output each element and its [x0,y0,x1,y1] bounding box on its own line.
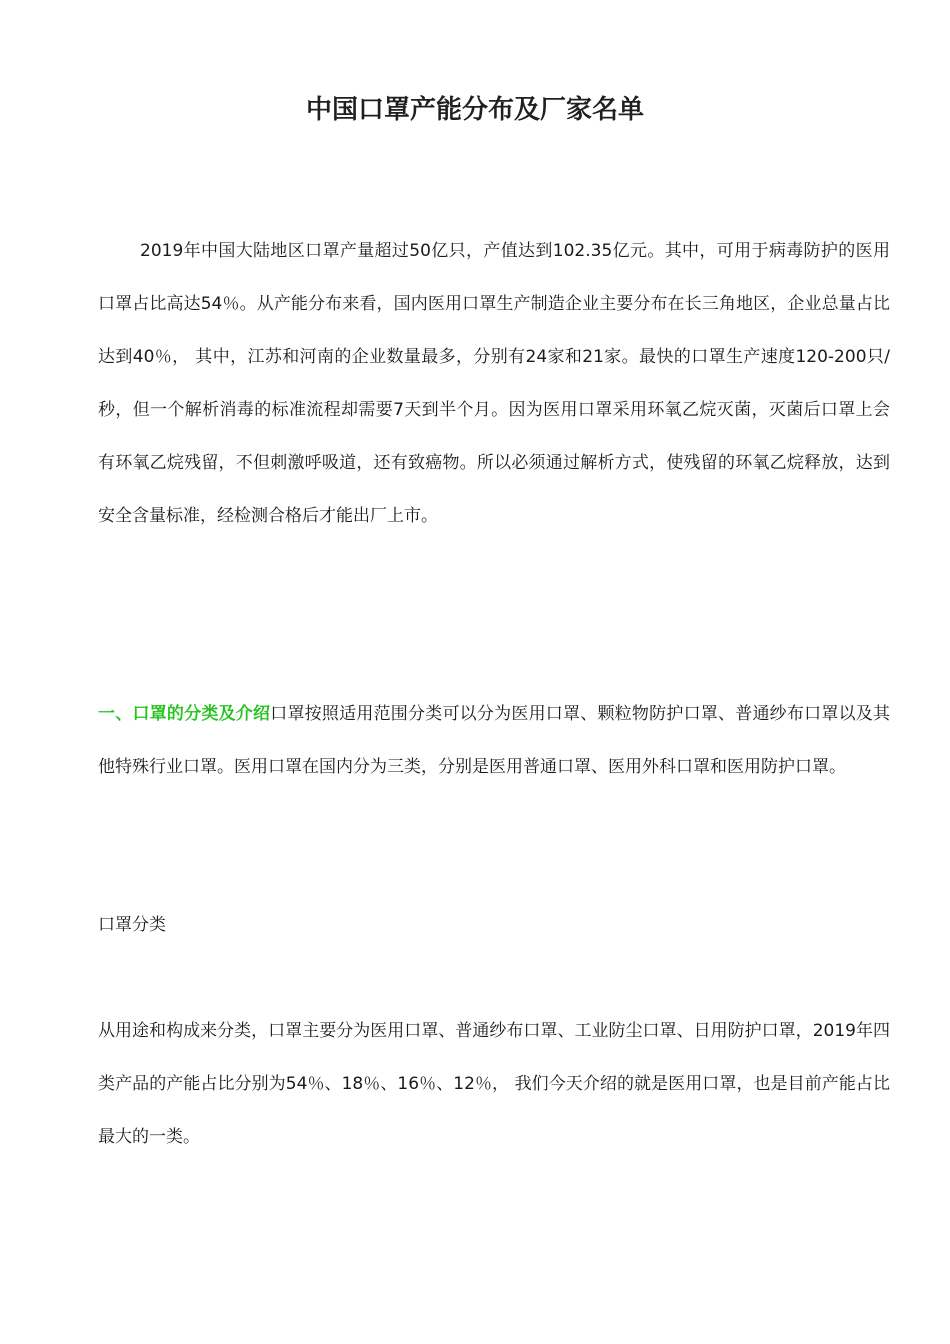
subheading-mask-classification: 口罩分类 [98,915,166,935]
classification-paragraph: 从用途和构成来分类，口罩主要分为医用口罩、普通纱布口罩、工业防尘口罩、日用防护口罩，2019年四类产品的产能占比分别为54％、18％、16％、12％， 我们今天介绍的就是医用口罩，也是目前产能占比最大的一类。 [98,1021,890,1147]
intro-paragraph: 2019年中国大陆地区口罩产量超过50亿只，产值达到102.35亿元。其中，可用于病毒防护的医用口罩占比高达54％。从产能分布来看，国内医用口罩生产制造企业主要分布在长三角地区，企业总量占比达到40％， 其中，江苏和河南的企业数量最多，分别有24家和21家。最快的口罩生产速度120-200只/秒，但一个解析消毒的标准流程却需要7天到半个月。因为医用口罩采用环氧乙烷灭菌，灭菌后口罩上会有环氧乙烷残留，不但刺激呼吸道，还有致癌物。所以必须通过解析方式，使残留的环氧乙烷释放，达到安全含量标准，经检测合格后才能出厂上市。 [98,241,890,526]
document-title: 中国口罩产能分布及厂家名单 [305,95,644,125]
section-1-heading: 一、口罩的分类及介绍 [98,704,271,724]
section-1-body: 口罩按照适用范围分类可以分为医用口罩、颗粒物防护口罩、普通纱布口罩以及其他特殊行业口罩。医用口罩在国内分为三类，分别是医用普通口罩、医用外科口罩和医用防护口罩。 [98,704,891,777]
section-1-paragraph [98,688,890,794]
